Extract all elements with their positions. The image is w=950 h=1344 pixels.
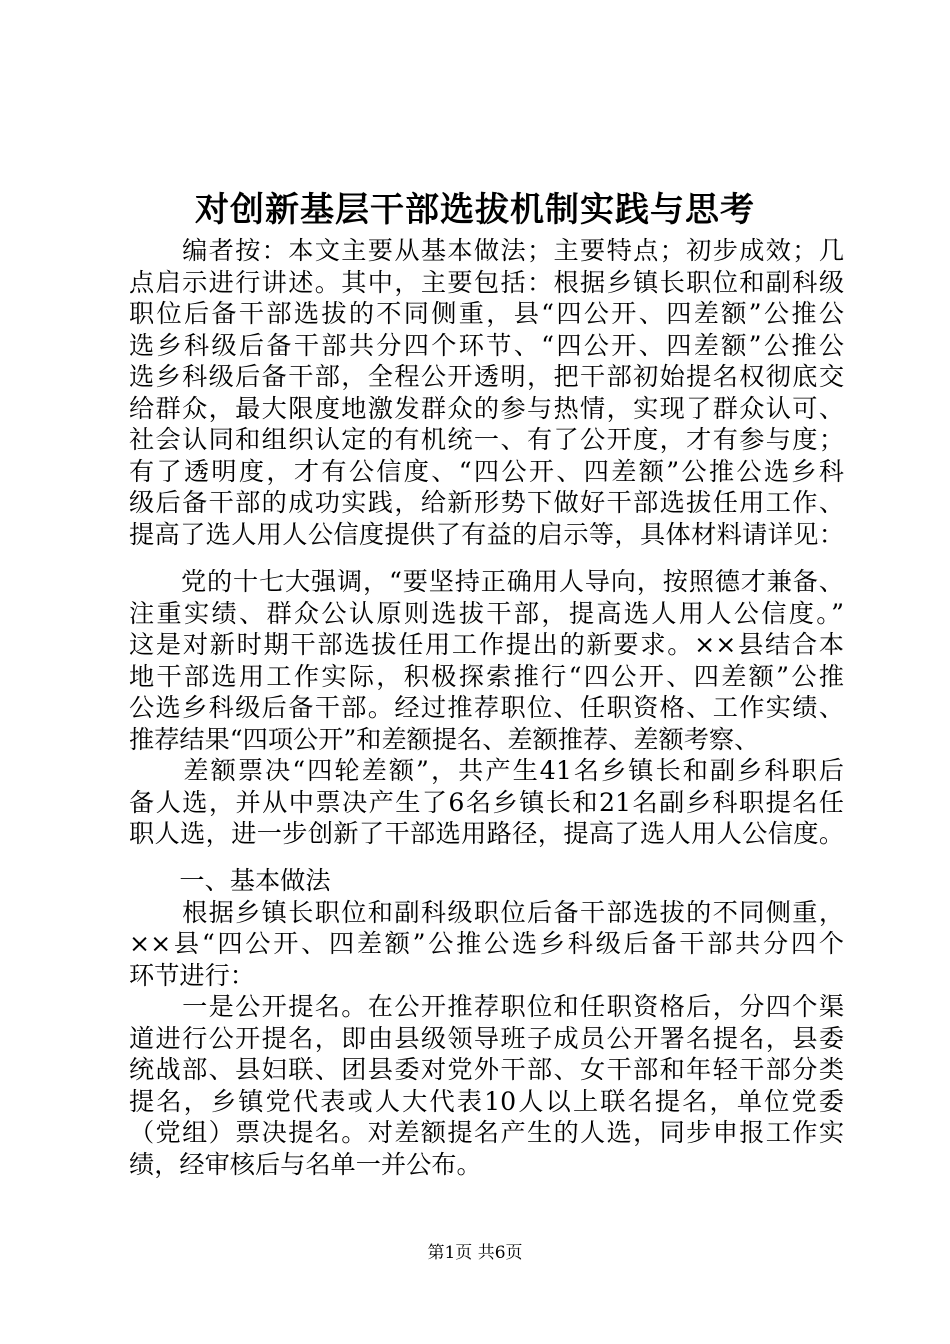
text-line: 提高了选人用人公信度提供了有益的启示等，具体材料请详见： [129,519,844,549]
text-line: 地干部选用工作实际，积极探索推行“四公开、四差额”公推 [129,661,844,691]
document-title: 对创新基层干部选拔机制实践与思考 [195,190,755,230]
basic-practice-section [129,865,844,1180]
text-line: （党组）票决提名。对差额提名产生的人选，同步申报工作实 [129,1118,844,1147]
text-line: 道进行公开提名，即由县级领导班子成员公开署名提名，县委 [129,1023,844,1053]
text-line: 注重实绩、群众公认原则选拔干部，提高选人用人公信度。” [129,598,844,628]
text-line: 环节进行： [129,960,255,990]
text-line: 给群众，最大限度地激发群众的参与热情，实现了群众认可、 [129,393,844,423]
text-line: 社会认同和组织认定的有机统一、有了公开度，才有参与度； [129,425,844,454]
text-line: 点启示进行讲述。其中，主要包括：根据乡镇长职位和副科级 [129,267,844,297]
text-line: 编者按：本文主要从基本做法；主要特点；初步成效；几 [129,236,844,265]
page-footer: 第1页 共6页 [427,1243,523,1263]
text-line: 绩，经审核后与名单一并公布。 [129,1149,482,1179]
text-line: 选乡科级后备干部，全程公开透明，把干部初始提名权彻底交 [129,362,844,391]
text-line: 公选乡科级后备干部。经过推荐职位、任职资格、工作实绩、 [129,693,844,722]
text-line: 有了透明度，才有公信度、“四公开、四差额”公推公选乡科 [129,456,844,486]
text-line: 这是对新时期干部选拔任用工作提出的新要求。××县结合本 [129,630,844,659]
text-line: 选乡科级后备干部共分四个环节、“四公开、四差额”公推公 [129,330,844,360]
text-line: 推荐结果“四项公开”和差额提名、差额推荐、差额考察、 [129,724,760,754]
text-line: 统战部、县妇联、团县委对党外干部、女干部和年轻干部分类 [129,1055,844,1084]
text-line: 职人选，进一步创新了干部选用路径，提高了选人用人公信度。 [129,819,844,848]
text-line: 职位后备干部选拔的不同侧重，县“四公开、四差额”公推公 [129,299,844,328]
text-line: ××县“四公开、四差额”公推公选乡科级后备干部共分四个 [129,929,844,958]
text-line: 根据乡镇长职位和副科级职位后备干部选拔的不同侧重， [129,897,844,927]
text-line: 提名，乡镇党代表或人大代表10人以上联名提名，单位党委 [129,1086,844,1116]
text-line: 差额票决“四轮差额”，共产生41名乡镇长和副乡科职后 [129,756,844,785]
text-line: 党的十七大强调，“要坚持正确用人导向，按照德才兼备、 [129,567,844,596]
text-line: 备人选，并从中票决产生了6名乡镇长和21名副乡科职提名任 [129,787,844,817]
intro-paragraph [129,566,844,850]
editor-note-paragraph [129,235,844,550]
text-line: 一是公开提名。在公开推荐职位和任职资格后，分四个渠 [129,992,844,1021]
text-line: 级后备干部的成功实践，给新形势下做好干部选拔任用工作、 [129,488,844,517]
section-heading: 一、基本做法 [129,866,331,895]
